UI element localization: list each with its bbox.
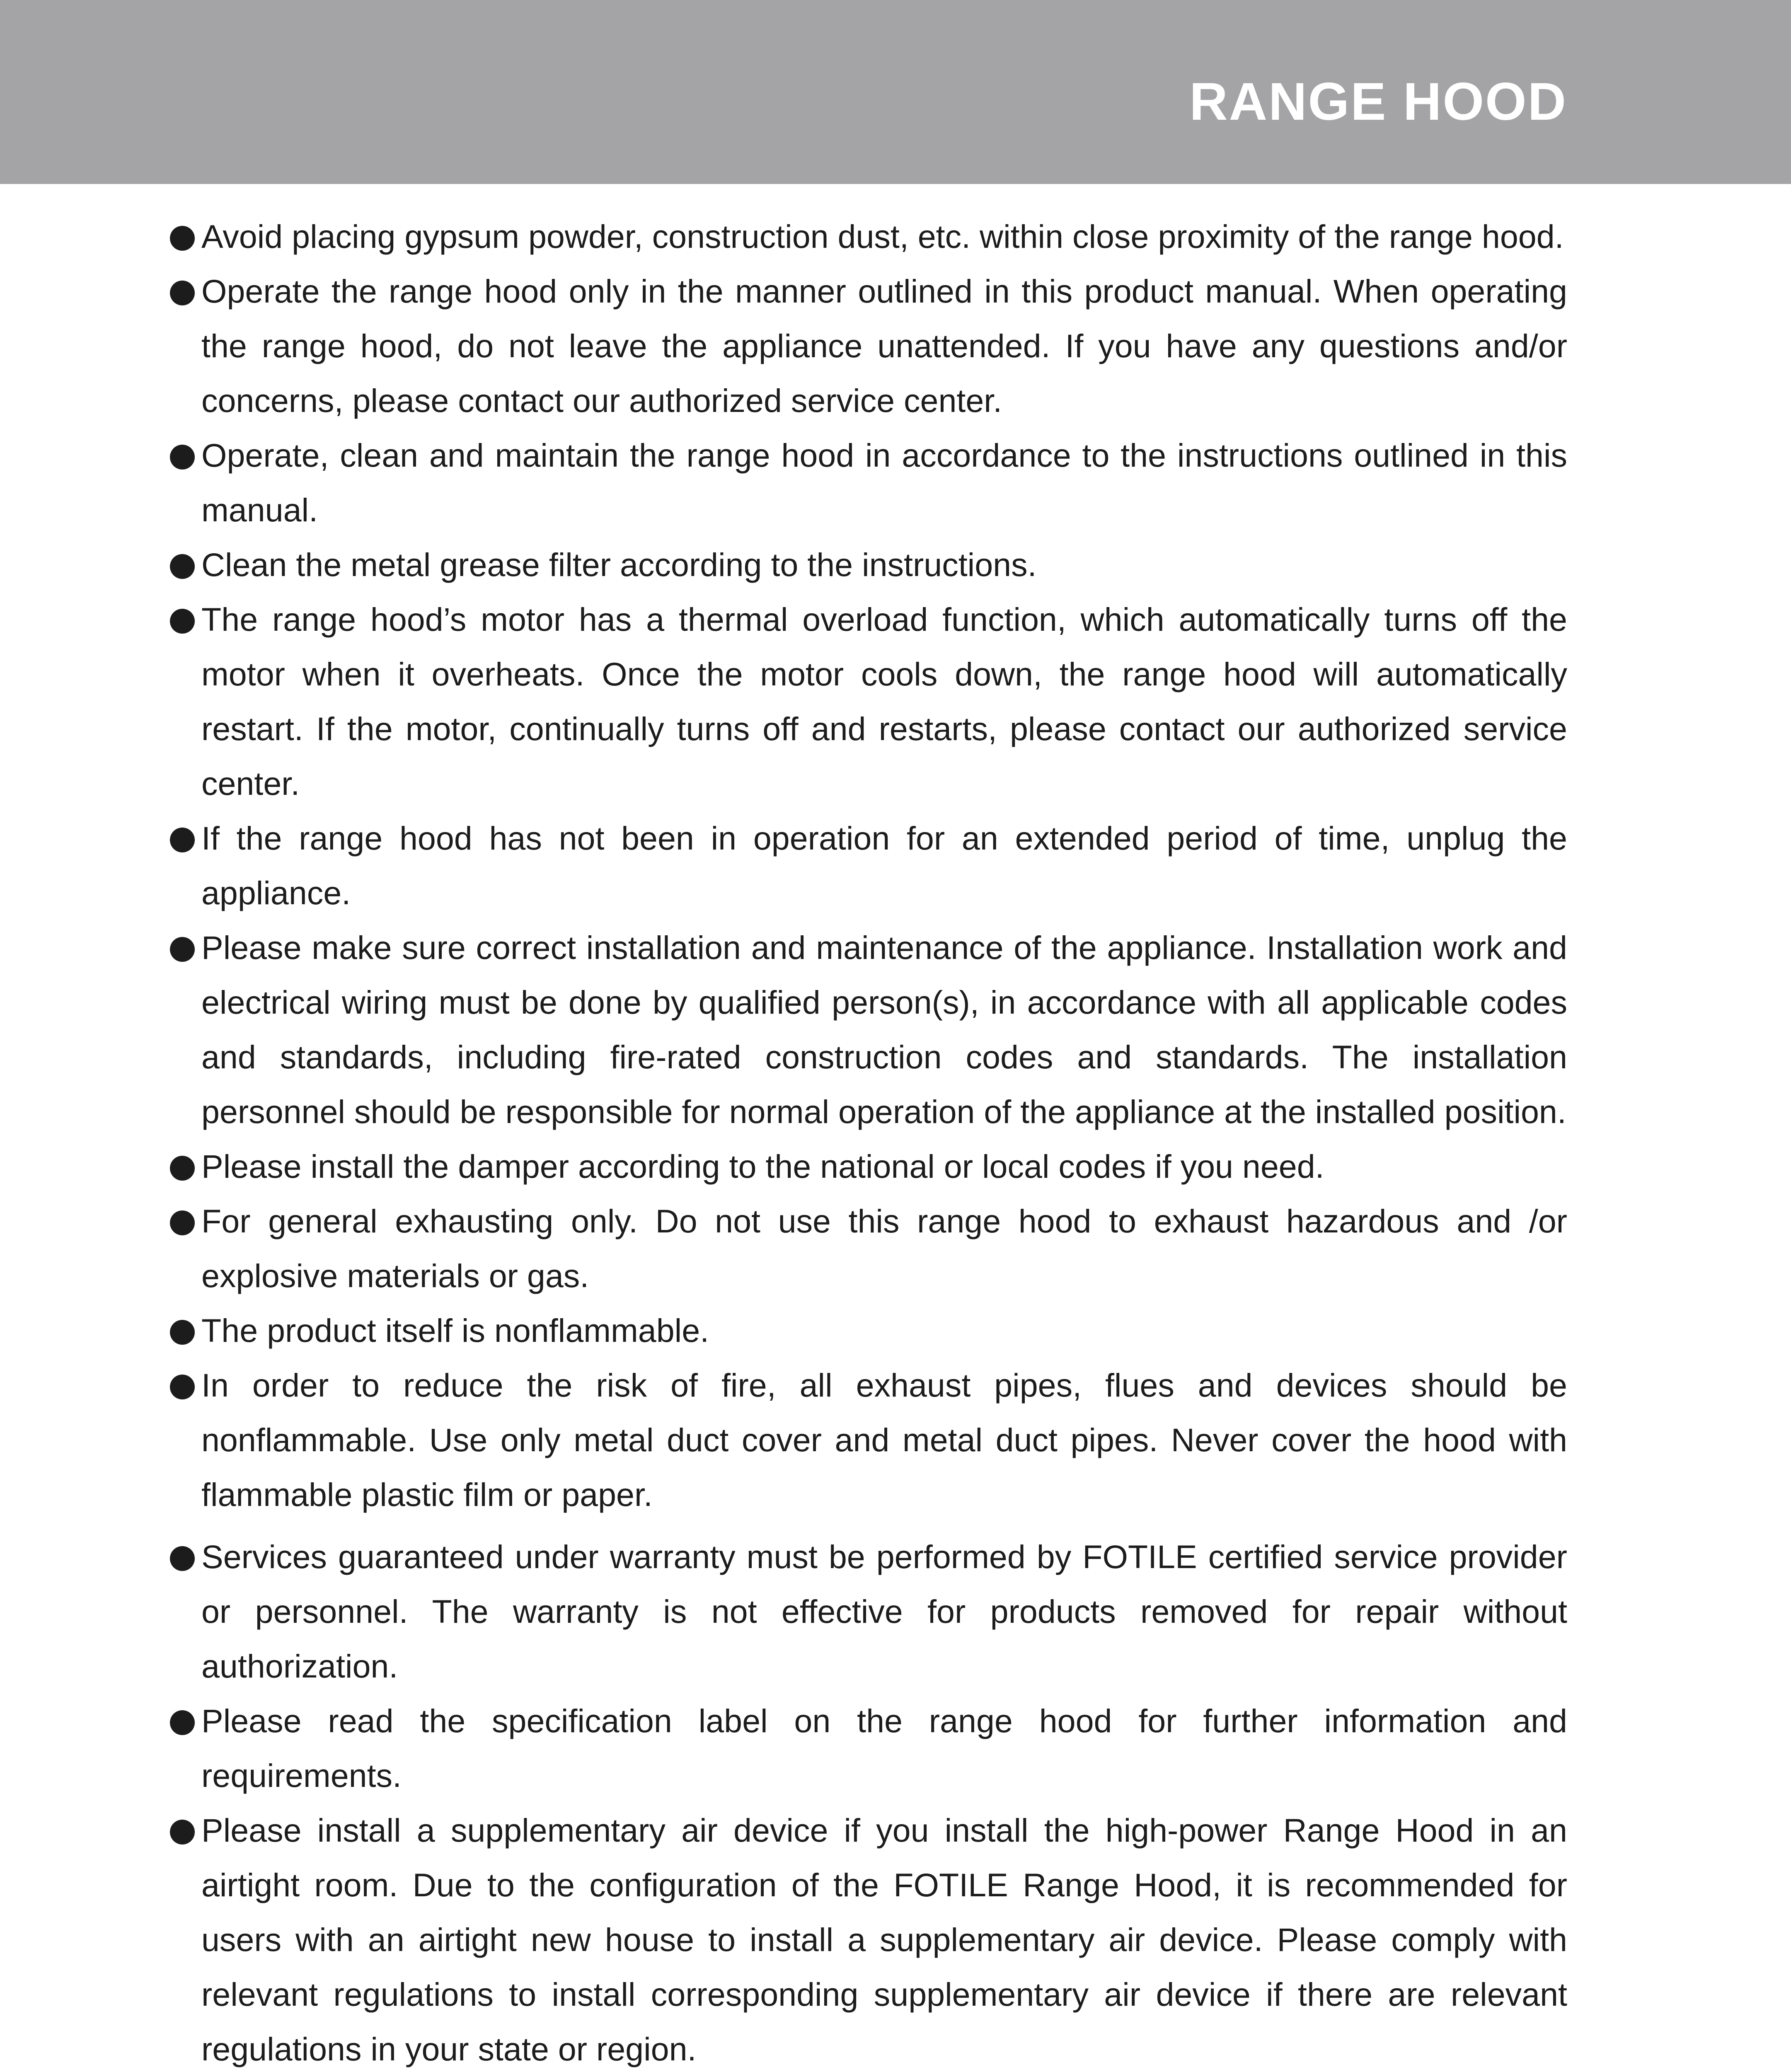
instruction-item [166, 1358, 1567, 1522]
instruction-item [166, 811, 1567, 920]
instruction-item [166, 592, 1567, 811]
bullet-icon [170, 1710, 195, 1735]
instruction-text: Please install a supplementary air device if you install the high-power Range Hood in an airtight room. Due to the configuration of the FOTILE Range Hood, it is recommended for users with an airtight new house to install a supplementary air device. Please comply with relevant regulations to install corresponding supplementary air device if there are relevant regulations in your state or region. [201, 1812, 1567, 2067]
instruction-item [166, 1194, 1567, 1303]
instruction-text: Services guaranteed under warranty must be performed by FOTILE certified service provider or personnel. The warranty is not effective for products removed for repair without authorization. [201, 1538, 1567, 1685]
bullet-icon [170, 281, 195, 305]
bullet-icon [170, 1820, 195, 1844]
instruction-list [166, 209, 1567, 2072]
instruction-item [166, 428, 1567, 537]
instruction-item [166, 1803, 1567, 2072]
instruction-text: Please install the damper according to the national or local codes if you need. [201, 1148, 1324, 1185]
instruction-text: Operate, clean and maintain the range hood in accordance to the instructions outlined in this manual. [201, 437, 1567, 528]
bullet-icon [170, 226, 195, 251]
bullet-icon [170, 445, 195, 470]
instruction-item [166, 537, 1567, 592]
instruction-item [166, 264, 1567, 428]
instruction-text: Operate the range hood only in the manner outlined in this product manual. When operating the range hood, do not leave the appliance unattended. If you have any questions and/or concerns, please contact our authorized service center. [201, 273, 1567, 419]
instruction-text: The product itself is nonflammable. [201, 1312, 709, 1349]
instruction-item [166, 1530, 1567, 1694]
instruction-text: In order to reduce the risk of fire, all exhaust pipes, flues and devices should be nonflammable. Use only metal duct cover and metal duct pipes. Never cover the hood with flammable plastic film or paper. [201, 1367, 1567, 1513]
instruction-text: The range hood’s motor has a thermal overload function, which automatically turns off the motor when it overheats. Once the motor cools down, the range hood will automatically restart. If the motor, continually turns off and restarts, please contact our authorized service center. [201, 601, 1567, 802]
instruction-text: Clean the metal grease filter according to the instructions. [201, 546, 1037, 583]
instruction-text: Please read the specification label on the range hood for further information and requirements. [201, 1702, 1567, 1794]
instruction-text: For general exhausting only. Do not use this range hood to exhaust hazardous and /or explosive materials or gas. [201, 1203, 1567, 1294]
header-band [0, 0, 1791, 184]
instruction-text: If the range hood has not been in operation for an extended period of time, unplug the appliance. [201, 820, 1567, 911]
instruction-item [166, 209, 1567, 264]
bullet-icon [170, 937, 195, 962]
bullet-icon [170, 1546, 195, 1571]
bullet-icon [170, 609, 195, 634]
instruction-item [166, 920, 1567, 1139]
instruction-item [166, 1303, 1567, 1358]
bullet-icon [170, 1320, 195, 1345]
bullet-icon [170, 1156, 195, 1181]
instruction-text: Avoid placing gypsum powder, construction dust, etc. within close proximity of the range hood. [201, 218, 1564, 255]
bullet-icon [170, 554, 195, 579]
instruction-text: Please make sure correct installation and maintenance of the appliance. Installation work and electrical wiring must be done by qualified person(s), in accordance with all applicable codes and standards, including fire-rated construction codes and standards. The installation personnel should be responsible for normal operation of the appliance at the installed position. [201, 929, 1567, 1130]
page-title: RANGE HOOD [1189, 72, 1567, 131]
bullet-icon [170, 1210, 195, 1235]
bullet-icon [170, 828, 195, 852]
bullet-icon [170, 1375, 195, 1399]
instruction-item [166, 1694, 1567, 1803]
instruction-item [166, 1139, 1567, 1194]
